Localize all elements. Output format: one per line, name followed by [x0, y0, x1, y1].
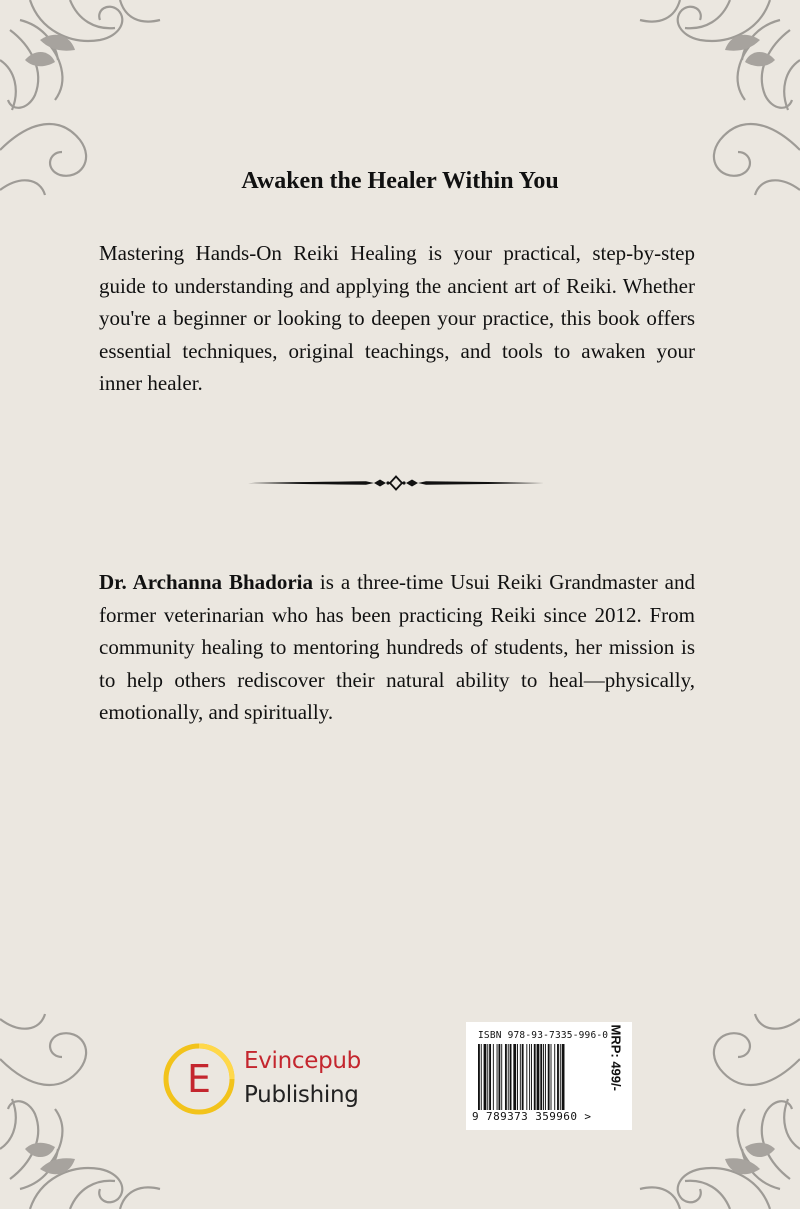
barcode-bar: [537, 1044, 540, 1110]
publisher-logo-icon: [162, 1042, 236, 1116]
barcode-bar: [508, 1044, 509, 1110]
barcode-bar: [529, 1044, 530, 1110]
corner-ornament-bottom-right: [620, 979, 800, 1209]
barcode-bar: [513, 1044, 516, 1110]
barcode-bar: [551, 1044, 552, 1110]
barcode-bar: [501, 1044, 502, 1110]
barcode-bar: [487, 1044, 488, 1110]
logo-letter: E: [186, 1057, 212, 1101]
divider-ornament: [248, 472, 544, 494]
barcode-bar: [548, 1044, 550, 1110]
barcode-bar: [497, 1044, 498, 1110]
barcode-bar: [489, 1044, 491, 1110]
corner-ornament-bottom-left: [0, 979, 180, 1209]
barcode-bar: [478, 1044, 480, 1110]
author-bio: [99, 566, 695, 729]
barcode-bar: [520, 1044, 521, 1110]
barcode-bar: [493, 1044, 494, 1110]
barcode-bar: [510, 1044, 512, 1110]
author-name: Dr. Archanna Bhadoria: [99, 570, 313, 594]
barcode-bar: [540, 1044, 542, 1110]
barcode-bar: [543, 1044, 544, 1110]
isbn-label: ISBN 978-93-7335-996-0: [478, 1030, 609, 1041]
barcode-bar: [481, 1044, 482, 1110]
barcode-bar: [522, 1044, 524, 1110]
barcode-bar: [554, 1044, 555, 1110]
barcode-bar: [505, 1044, 507, 1110]
barcode-bar: [534, 1044, 536, 1110]
publisher-logo: [162, 1042, 372, 1116]
book-blurb: Mastering Hands-On Reiki Healing is your practical, step-by-step guide to understanding and applying the ancient art of Reiki. Whether you're a beginner or looking to deepen your practice, this book offers essential techniques, original teachings, and tools to awaken your inner healer.: [99, 241, 695, 395]
price-label: MRP: 499/-: [608, 1024, 624, 1091]
corner-ornament-top-right: [620, 0, 800, 230]
isbn-barcode: [466, 1022, 632, 1130]
cover-heading: Awaken the Healer Within You: [241, 168, 559, 194]
barcode-bar: [517, 1044, 518, 1110]
publisher-subtitle: Publishing: [244, 1082, 359, 1108]
barcode-bar: [484, 1044, 487, 1110]
barcode-digits: 9 789373 359960 >: [472, 1110, 592, 1123]
barcode-bar: [498, 1044, 500, 1110]
barcode-bar: [545, 1044, 546, 1110]
corner-ornament-top-left: [0, 0, 180, 230]
barcode-bar: [557, 1044, 559, 1110]
barcode-bar: [531, 1044, 532, 1110]
barcode-bar: [526, 1044, 527, 1110]
barcode-bar: [560, 1044, 561, 1110]
barcode-bars: [478, 1044, 590, 1110]
publisher-name: Evincepub: [244, 1048, 361, 1074]
barcode-bar: [562, 1044, 565, 1110]
author-bio-text: is a three-time Usui Reiki Grandmaster and former veterinarian who has been practicing Reiki since 2012. From community healing to mentoring hundreds of students, her mission is to help others rediscover their natural ability to heal—physically, emotionally, and spiritually.: [99, 570, 695, 724]
